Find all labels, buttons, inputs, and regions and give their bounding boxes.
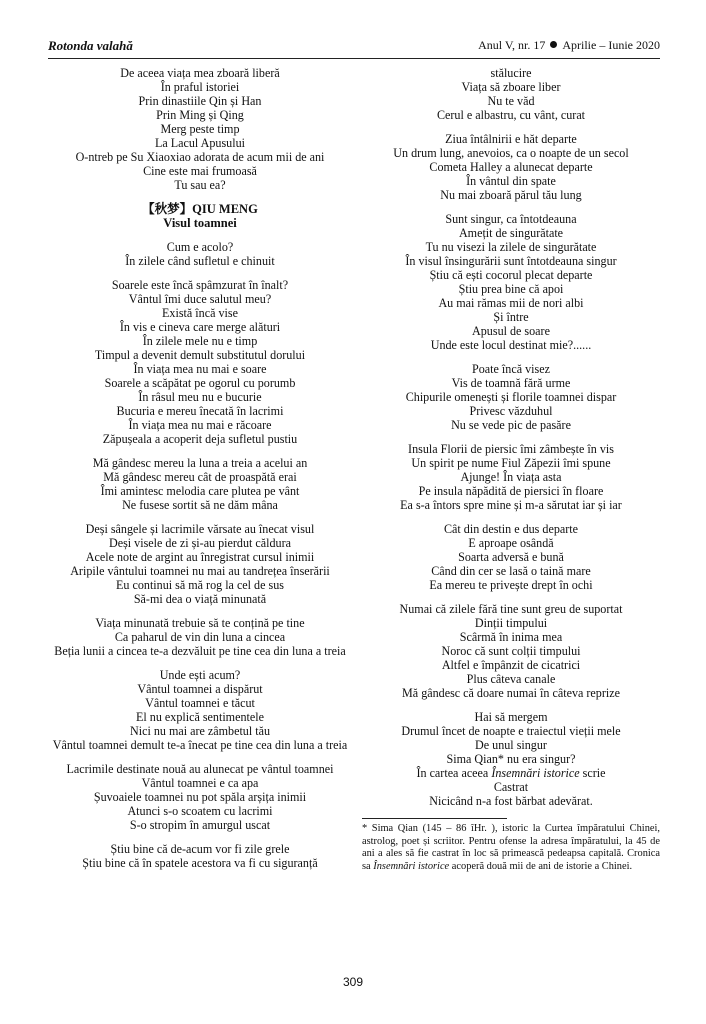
poem-line: Sima Qian* nu era singur?	[446, 752, 576, 766]
footnote-text-1: * Sima Qian (145 – 86 îHr. ), istoric la Curtea împăratului Chinei, astrolog, poet și scriitor. Pentru ofense la adresa împăratului, la 45 de ani a ales să fie castrat în loc să primească pedeapsa capitală. Cronica sa	[362, 823, 660, 872]
poem-line: Aripile vântului toamnei nu mai au tandrețea înserării	[70, 564, 330, 578]
issue-period: Aprilie – Iunie 2020	[562, 38, 660, 52]
poem-line: Beția lunii a cincea te-a dezvăluit pe tine cea din luna a treia	[54, 644, 346, 658]
stanza	[362, 66, 660, 122]
poem-line: Știu că ești cocorul plecat departe	[429, 268, 593, 282]
stanza	[362, 132, 660, 202]
stanza-lines	[362, 780, 660, 808]
poem-line: Deși visele de zi și-au pierdut căldura	[108, 536, 291, 550]
stanza	[48, 66, 352, 192]
poem-line: Sunt singur, ca întotdeauna	[445, 212, 577, 226]
poem-line: Dinții timpului	[474, 616, 548, 630]
stanza	[48, 278, 352, 446]
poem-line: Zăpușeala a acoperit deja sufletul pustiu	[102, 432, 298, 446]
poem-title: 【秋梦】QIU MENG	[142, 202, 258, 216]
poem-line: Numai că zilele fără tine sunt greu de suportat	[399, 602, 623, 616]
poem-line: Amețit de singurătate	[458, 226, 564, 240]
poem-line: Mă gândesc mereu la luna a treia a acelui an	[92, 456, 308, 470]
poem-line: Chipurile omenești și florile toamnei dispar	[405, 390, 617, 404]
page-number: 309	[342, 975, 364, 989]
poem-line: Vântul îmi duce salutul meu?	[128, 292, 272, 306]
poem-line: Mă gândesc mereu cât de proaspătă erai	[103, 470, 297, 484]
poem-line: Vis de toamnă fără urme	[451, 376, 571, 390]
poem-line: Privesc văzduhul	[469, 404, 553, 418]
poem-line: Noroc că sunt colții timpului	[441, 644, 581, 658]
poem-line: Știu prea bine că apoi	[458, 282, 564, 296]
stanza	[48, 456, 352, 512]
poem-line: Altfel e împânzit de cicatrici	[441, 658, 581, 672]
poem-line: E aproape osândă	[468, 536, 554, 550]
poem-line: Prin dinastiile Qin și Han	[138, 94, 262, 108]
stanza	[48, 842, 352, 870]
poem-line: Merg peste timp	[160, 122, 240, 136]
footnote	[362, 823, 660, 873]
poem-line: Poate încă visez	[472, 362, 550, 376]
poem-line: Soarele a scăpătat pe ogorul cu porumb	[104, 376, 296, 390]
running-header	[48, 38, 660, 59]
poem-line: S-o stropim în amurgul uscat	[129, 818, 271, 832]
issue-number: Anul V, nr. 17	[478, 38, 546, 52]
poem-line: În viața mea nu mai e soare	[133, 362, 267, 376]
poem-line: Soarta adversă e bună	[458, 550, 564, 564]
poem-line: Hai să mergem	[474, 710, 548, 724]
poem-line: În viața mea nu mai e răcoare	[128, 418, 272, 432]
poem-line: Ziua întâlnirii e hăt departe	[445, 132, 577, 146]
poem-line-book	[362, 766, 660, 780]
poem-line: Nu te văd	[487, 94, 535, 108]
poem-line: Vântul toamnei e ca apa	[141, 776, 259, 790]
poem-line: Știu bine că în spatele acestora va fi cu siguranță	[82, 856, 318, 870]
poem-line: Nu mai zboară părul tău lung	[440, 188, 582, 202]
poem-line: Cerul e albastru, cu vânt, curat	[436, 108, 586, 122]
stanza	[362, 602, 660, 700]
journal-title: Rotonda valahă	[48, 38, 133, 53]
stanza	[362, 362, 660, 432]
bullet-dot-icon	[550, 41, 557, 48]
poem-line: În zilele când sufletul e chinuit	[125, 254, 275, 268]
poem-line: Vântul toamnei demult te-a înecat pe tine cea din luna a treia	[52, 738, 348, 752]
footnote-divider	[362, 818, 507, 819]
poem-line: Soarele este încă spâmzurat în înalt?	[111, 278, 289, 292]
poem-line: Deși sângele și lacrimile vărsate au înecat visul	[85, 522, 315, 536]
poem-line: În râsul meu nu e bucurie	[138, 390, 262, 404]
right-column	[362, 66, 660, 873]
left-column	[48, 66, 352, 880]
poem-line: Nu se vede pic de pasăre	[451, 418, 571, 432]
poem-line: Cât din destin e dus departe	[443, 522, 578, 536]
poem-line: Și între	[493, 310, 529, 324]
poem-line: Există încă vise	[162, 306, 238, 320]
poem-line: Un drum lung, anevoios, ca o noapte de un secol	[393, 146, 629, 160]
poem-line: Castrat	[493, 780, 529, 794]
poem-line: Drumul încet de noapte e traiectul vieții mele	[401, 724, 621, 738]
poem-line: Șuvoaiele toamnei nu pot spăla arșița inimii	[93, 790, 307, 804]
poem-line: Tu sau ea?	[174, 178, 226, 192]
poem-line: Mă gândesc că doare numai în câteva reprize	[402, 686, 620, 700]
poem-line: Atunci s-o scoatem cu lacrimi	[127, 804, 273, 818]
poem-line: Un spirit pe nume Fiul Zăpezii îmi spune	[411, 456, 611, 470]
poem-line: Vântul toamnei e tăcut	[145, 696, 255, 710]
stanza	[48, 668, 352, 752]
poem-line: stălucire	[490, 66, 532, 80]
poem-line: Cometa Halley a alunecat departe	[429, 160, 593, 174]
poem-line: Acele note de argint au înregistrat cursul inimii	[85, 550, 315, 564]
issue-info	[478, 38, 660, 53]
stanza	[48, 240, 352, 268]
poem-line: Ajunge! În viața asta	[460, 470, 562, 484]
poem-line: Bucuria e mereu înecată în lacrimi	[116, 404, 284, 418]
poem-line: În visul însingurării sunt întotdeauna singur	[405, 254, 617, 268]
poem-line: Cine este mai frumoasă	[143, 164, 257, 178]
poem-line: În praful istoriei	[160, 80, 240, 94]
poem-line: Când din cer se lasă o taină mare	[431, 564, 591, 578]
poem-line: Nici nu mai are zâmbetul tău	[129, 724, 271, 738]
stanza	[362, 522, 660, 592]
stanza	[362, 442, 660, 512]
poem-line: Au mai rămas mii de nori albi	[438, 296, 584, 310]
poem-line: Tu nu visezi la zilele de singurătate	[425, 240, 597, 254]
poem-line: O-ntreb pe Su Xiaoxiao adorata de acum mii de ani	[75, 150, 325, 164]
poem-line: Scârmă în inima mea	[459, 630, 563, 644]
poem-line: La Lacul Apusului	[154, 136, 245, 150]
poem-line: Insula Florii de piersic îmi zâmbește în vis	[408, 442, 614, 456]
poem-line: Prin Ming și Qing	[156, 108, 244, 122]
poem-line: Lacrimile destinate nouă au alunecat pe vântul toamnei	[66, 762, 334, 776]
footnote-text-2: acoperă două mii de ani de istorie a Chinei.	[449, 860, 633, 872]
poem-line: Ca paharul de vin din luna a cincea	[114, 630, 286, 644]
poem-line: Apusul de soare	[472, 324, 550, 338]
poem-line: Vântul toamnei a dispărut	[137, 682, 263, 696]
poem-line: Unde este locul destinat mie?......	[430, 338, 592, 352]
stanza	[362, 212, 660, 352]
poem-line: El nu explică sentimentele	[136, 710, 264, 724]
poem-line: Știu bine că de-acum vor fi zile grele	[110, 842, 290, 856]
poem-line: Ea mereu te privește drept în ochi	[429, 578, 593, 592]
poem-line: Plus câteva canale	[466, 672, 556, 686]
poem-line: În vântul din spate	[466, 174, 556, 188]
poem-line: De unul singur	[475, 738, 547, 752]
footnote-book-title: Însemnări istorice	[373, 860, 450, 872]
poem-line: În vis e cineva care merge alături	[119, 320, 281, 334]
poem-line: Să-mi dea o viață minunată	[133, 592, 267, 606]
poem-line: Eu continui să mă rog la cel de sus	[116, 578, 284, 592]
poem-line: Ne fusese sortit să ne dăm mâna	[122, 498, 278, 512]
poem-line: Cum e acolo?	[166, 240, 234, 254]
poem-line: Viața să zboare liber	[461, 80, 561, 94]
poem-line: Îmi amintesc melodia care plutea pe vânt	[100, 484, 300, 498]
poem-line: Ea s-a întors spre mine și m-a sărutat iar și iar	[400, 498, 622, 512]
book-title: Însemnări istorice	[491, 766, 580, 780]
stanza	[48, 616, 352, 658]
stanza-lines	[362, 710, 660, 766]
poem-line: De aceea viața mea zboară liberă	[120, 66, 280, 80]
stanza-final	[362, 710, 660, 808]
poem-line: Timpul a devenit demult substitutul dorului	[94, 348, 306, 362]
stanza	[48, 522, 352, 606]
stanza	[48, 762, 352, 832]
poem-line: Viața minunată trebuie să te conțină pe tine	[95, 616, 305, 630]
poem-line: În zilele mele nu e timp	[142, 334, 258, 348]
line-prefix: În cartea aceea	[416, 766, 492, 780]
line-suffix: scrie	[579, 766, 606, 780]
poem-line: Unde ești acum?	[159, 668, 241, 682]
poem-line: Pe insula năpădită de piersici în floare	[418, 484, 604, 498]
poem-subtitle: Visul toamnei	[163, 216, 237, 230]
poem-line: Nicicând n-a fost bărbat adevărat.	[429, 794, 593, 808]
